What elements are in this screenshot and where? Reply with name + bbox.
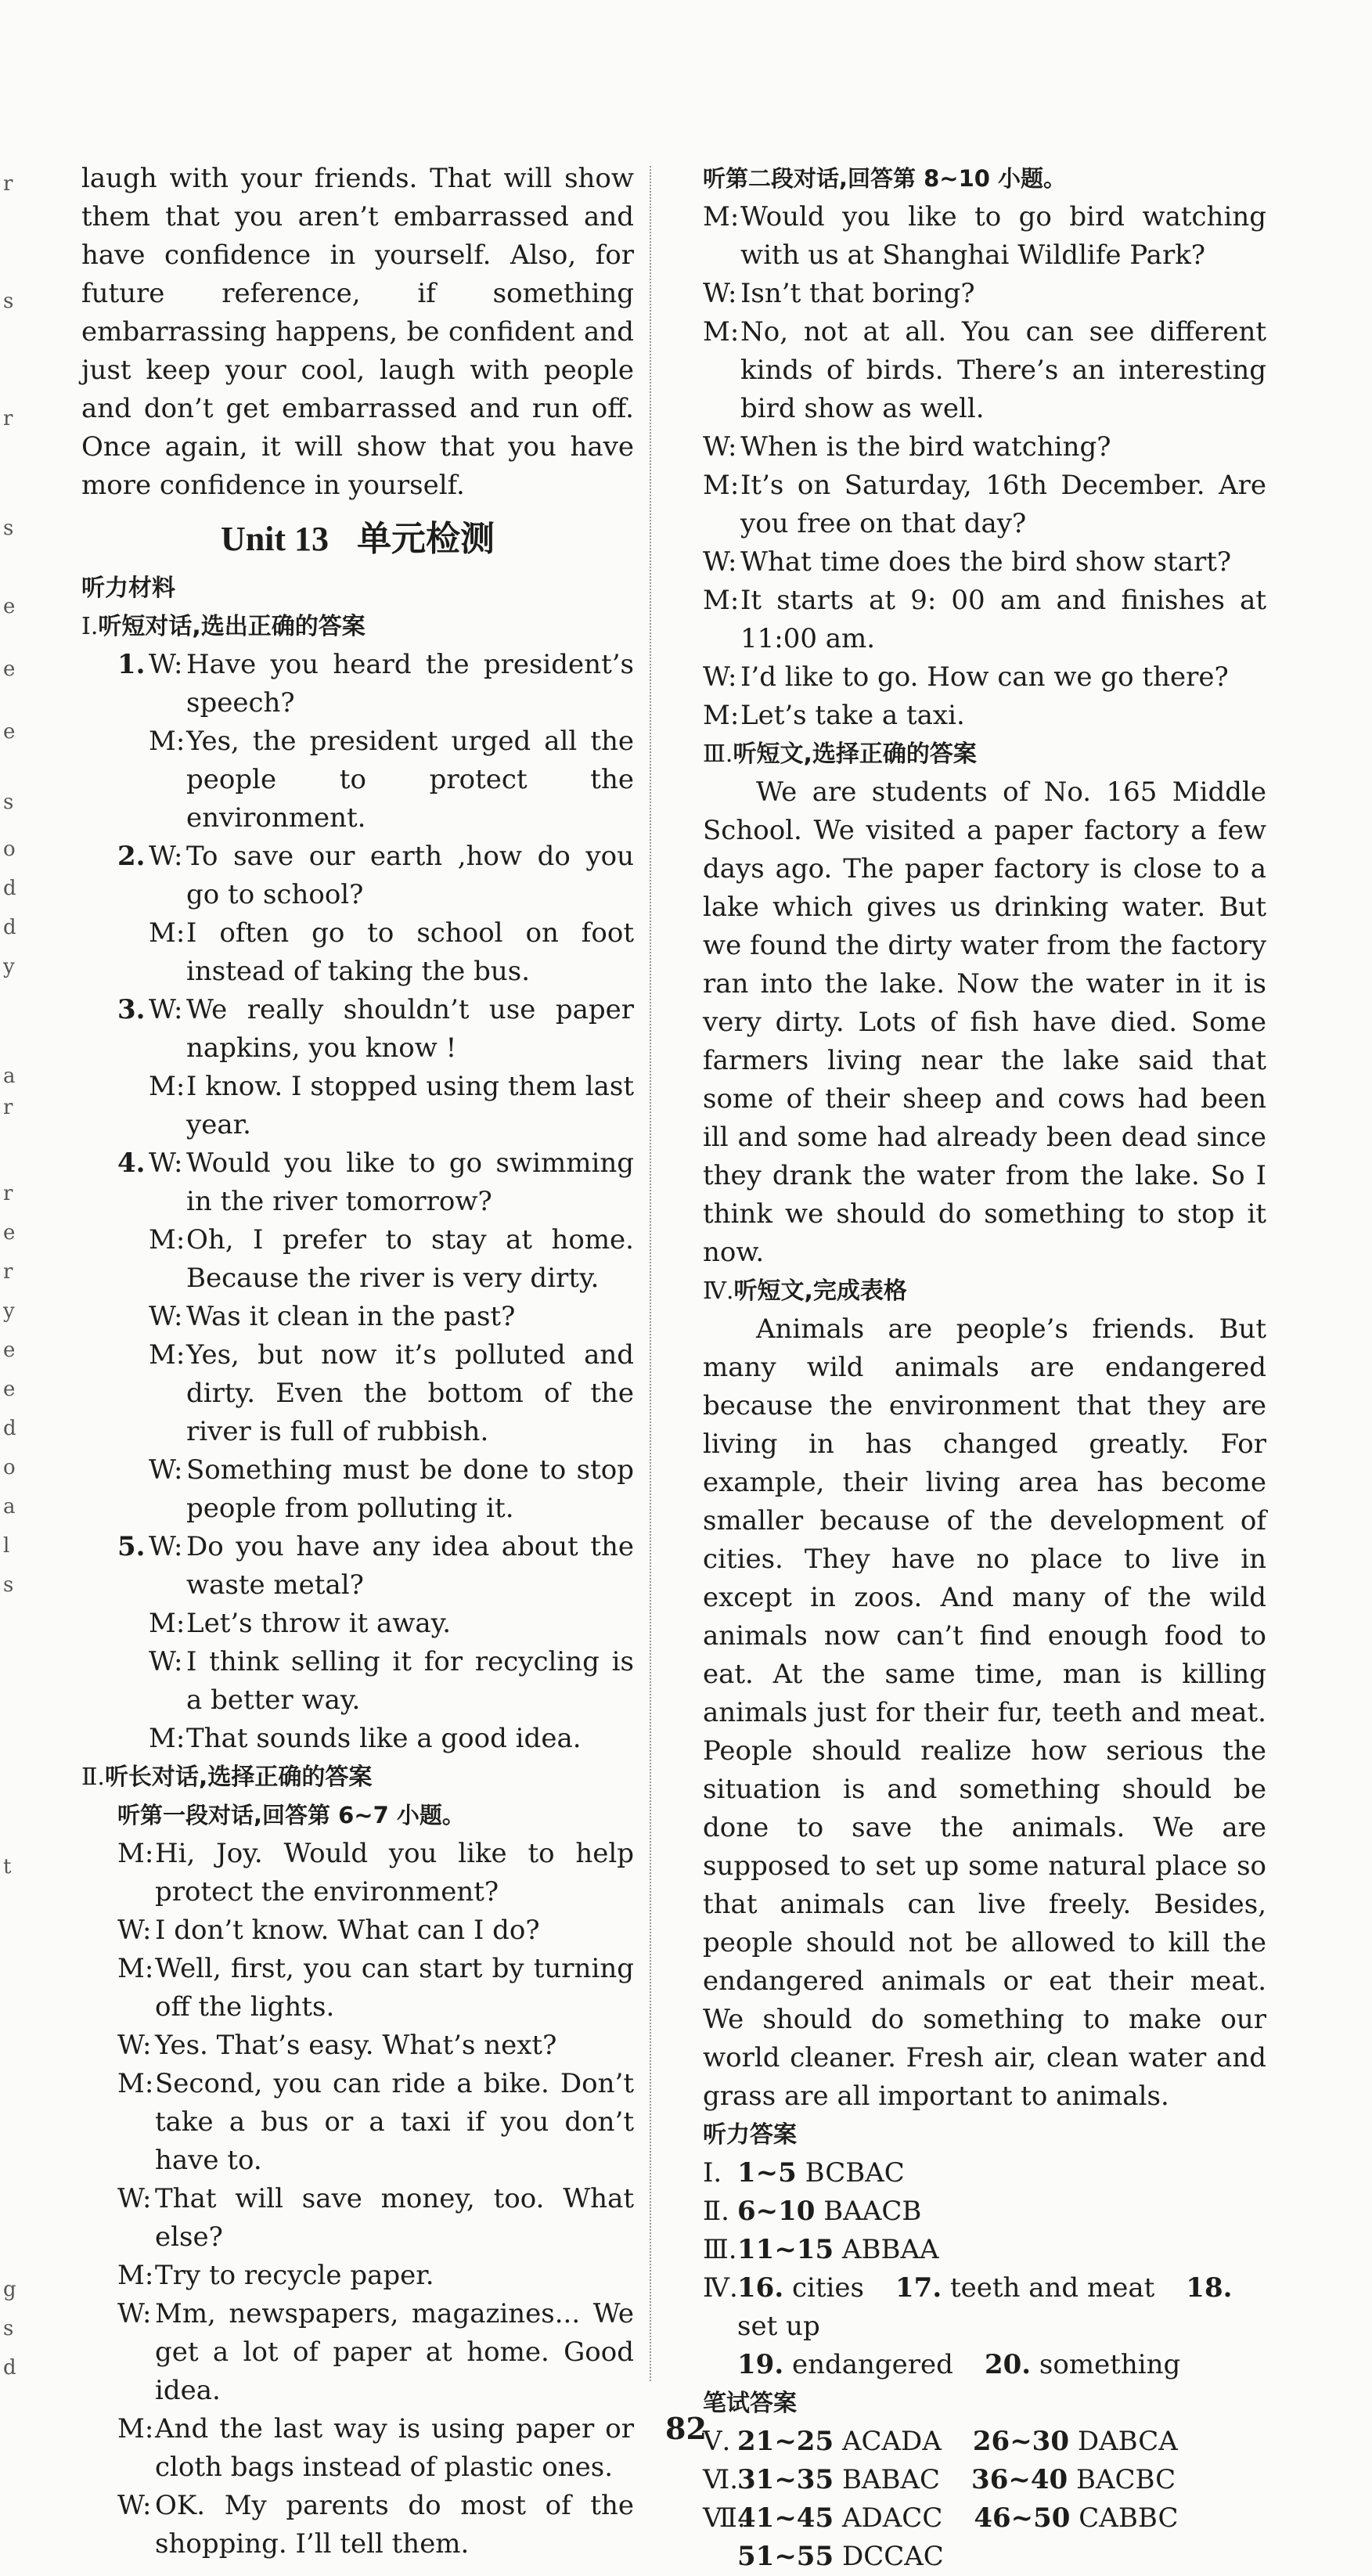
edge-char: d: [3, 916, 16, 939]
dialog-text: To save our earth ,how do you go to school?: [186, 841, 634, 910]
speaker: M:: [149, 1224, 185, 1256]
edge-char: e: [3, 595, 16, 618]
answer-range: 31~35: [737, 2464, 834, 2495]
intro-paragraph: laugh with your friends. That will show them that you aren’t embarrassed and have confidence in yourself. Also, for future reference, if something embarrassing happens, be confident and just keep your cool, laugh with people and don’t get embarrassed and run off. Once again, it will show that you have more confidence in yourself.: [81, 163, 634, 501]
edge-char: r: [3, 407, 13, 431]
edge-char: y: [3, 1299, 15, 1323]
section-num: Ⅴ.: [703, 2426, 731, 2457]
section-title: 听短对话,选出正确的答案: [98, 613, 366, 640]
dialog-line: [149, 1643, 634, 1720]
dialog-text: I don’t know. What can I do?: [155, 1915, 540, 1946]
dialog-text: We really shouldn’t use paper napkins, you know !: [186, 994, 634, 1064]
dialog-line: [117, 2487, 634, 2563]
speaker: W:: [149, 1454, 183, 1486]
edge-char: r: [3, 1182, 13, 1205]
question-number: 2.: [117, 841, 146, 872]
edge-char: a: [3, 1065, 16, 1088]
edge-char: s: [3, 1573, 14, 1597]
speaker: M:: [149, 1608, 185, 1639]
section-num: Ⅳ.: [703, 1277, 734, 1305]
dialog-text: Have you heard the president’s speech?: [186, 649, 634, 719]
question-number: 5.: [117, 1531, 146, 1562]
answer-number: 16.: [737, 2272, 784, 2304]
dialog-text: Oh, I prefer to stay at home. Because the river is very dirty.: [186, 1224, 634, 1294]
answer-range: 51~55: [737, 2541, 834, 2572]
answer-value: BACBC: [1075, 2464, 1176, 2495]
dialog-line: [149, 1336, 634, 1451]
listening-answers-heading: 听力答案: [703, 2121, 797, 2149]
edge-char: t: [3, 1855, 12, 1879]
dialog-text: Something must be done to stop people from polluting it.: [186, 1454, 634, 1524]
dialog-text: Would you like to go bird watching with us at Shanghai Wildlife Park?: [740, 201, 1266, 271]
dialog-text: Let’s take a taxi.: [740, 700, 965, 731]
page-number: 82: [665, 2411, 707, 2446]
speaker: M:: [117, 2413, 154, 2444]
speaker: W:: [117, 1915, 152, 1946]
section-num: Ⅱ.: [703, 2196, 729, 2227]
speaker: M:: [703, 700, 740, 731]
written-answers-heading: 笔试答案: [703, 2390, 797, 2417]
dialog-line: [117, 2295, 634, 2410]
dialog-1: [81, 1835, 634, 2563]
section-num: Ⅰ.: [703, 2157, 722, 2189]
dialog-text: I think selling it for recycling is a better way.: [186, 1646, 634, 1716]
answer-row: [703, 2499, 1266, 2538]
dialog-text: It’s on Saturday, 16th December. Are you free on that day?: [740, 470, 1266, 539]
question-5: [81, 1528, 634, 1758]
answer-row: [703, 2346, 1266, 2384]
dialog-line: [149, 838, 634, 914]
speaker: W:: [703, 546, 737, 578]
edge-char: e: [3, 1338, 16, 1362]
answer-row: [703, 2154, 1266, 2192]
dialog-text: Hi, Joy. Would you like to help protect the environment?: [155, 1838, 634, 1908]
question-4: [81, 1144, 634, 1528]
dialog-text: Do you have any idea about the waste metal?: [186, 1531, 634, 1601]
dialog-line: [703, 313, 1266, 428]
dialog-line: [703, 658, 1266, 697]
left-edge-fragments: [3, 172, 20, 2387]
edge-char: s: [3, 517, 14, 540]
section-num: Ⅲ.: [703, 2234, 737, 2265]
dialog-line: [149, 1528, 634, 1605]
dialog-line: [117, 2257, 634, 2295]
dialog-line: [149, 991, 634, 1068]
answer-row: [703, 2538, 1266, 2576]
speaker: M:: [703, 316, 740, 348]
dialog-line: [117, 2065, 634, 2180]
edge-char: o: [3, 1456, 16, 1479]
edge-char: e: [3, 720, 16, 744]
speaker: M:: [703, 201, 740, 232]
speaker: W:: [149, 994, 183, 1025]
dialog-line: [703, 428, 1266, 467]
speaker: M:: [149, 917, 185, 949]
speaker: W:: [149, 1147, 183, 1179]
dialog-text: OK. My parents do most of the shopping. I’ll tell them.: [155, 2490, 634, 2560]
question-1: [81, 646, 634, 838]
edge-char: e: [3, 1221, 16, 1245]
dialog-line: [149, 1451, 634, 1528]
unit-label: Unit 13: [220, 520, 329, 558]
question-3: [81, 991, 634, 1144]
dialog-text: Yes, but now it’s polluted and dirty. Even the bottom of the river is full of rubbish.: [186, 1339, 634, 1447]
speaker: W:: [117, 2183, 152, 2214]
answer-range: 1~5: [737, 2157, 797, 2189]
dialog-1-heading: 听第一段对话,回答第 6~7 小题。: [117, 1802, 465, 1828]
edge-char: s: [3, 290, 14, 313]
listening-material-heading: 听力材料: [81, 575, 175, 602]
dialog-text: Well, first, you can start by turning off the lights.: [155, 1953, 634, 2023]
unit-title: 单元检测: [357, 519, 495, 559]
edge-char: r: [3, 1096, 13, 1119]
answer-number: 17.: [895, 2272, 942, 2304]
answer-range: 46~50: [974, 2502, 1071, 2534]
right-column: [703, 160, 1266, 2576]
section-4-heading: [703, 1272, 1266, 1310]
edge-char: o: [3, 838, 16, 861]
dialog-text: When is the bird watching?: [740, 431, 1111, 463]
dialog-text: Isn’t that boring?: [740, 278, 975, 309]
dialog-text: No, not at all. You can see different kinds of birds. There’s an interesting bird show as well.: [740, 316, 1266, 424]
dialog-line: [703, 582, 1266, 658]
answer-range: 21~25: [737, 2426, 834, 2457]
edge-char: y: [3, 955, 15, 978]
left-column: [81, 160, 634, 2563]
answer-range: 26~30: [972, 2426, 1069, 2457]
speaker: W:: [703, 278, 737, 309]
answer-number: 20.: [984, 2349, 1032, 2380]
dialog-line: [149, 1221, 634, 1298]
dialog-line: [149, 646, 634, 722]
answer-value: BCBAC: [805, 2157, 905, 2189]
column-divider: [650, 166, 651, 2381]
dialog-2: [703, 198, 1266, 735]
edge-char: g: [3, 2278, 16, 2301]
speaker: M:: [149, 1339, 185, 1371]
edge-char: e: [3, 1378, 16, 1401]
dialog-text: I’d like to go. How can we go there?: [740, 661, 1229, 693]
dialog-line: [703, 198, 1266, 275]
dialog-text: I often go to school on foot instead of taking the bus.: [186, 917, 634, 987]
answer-range: 6~10: [737, 2196, 816, 2227]
dialog-line: [149, 722, 634, 838]
edge-char: e: [3, 658, 16, 681]
unit-heading: [81, 516, 634, 563]
dialog-text: What time does the bird show start?: [740, 546, 1232, 578]
answer-number: 19.: [737, 2349, 784, 2380]
dialog-line: [117, 2180, 634, 2257]
answer-value: BAACB: [823, 2196, 922, 2227]
edge-char: s: [3, 791, 14, 814]
dialog-text: Yes. That’s easy. What’s next?: [155, 2030, 557, 2061]
section-num: Ⅰ.: [81, 613, 99, 640]
dialog-line: [117, 1950, 634, 2027]
speaker: M:: [149, 1071, 185, 1102]
speaker: M:: [117, 2068, 154, 2099]
section-3-heading: [703, 735, 1266, 773]
dialog-line: [149, 1605, 634, 1643]
speaker: M:: [703, 470, 740, 501]
speaker: M:: [149, 1723, 185, 1754]
question-number: 1.: [117, 649, 146, 680]
section-2-heading: [81, 1758, 634, 1796]
edge-char: d: [3, 2356, 16, 2380]
dialog-text: Was it clean in the past?: [186, 1301, 516, 1332]
speaker: W:: [149, 1646, 183, 1677]
section-title: 听短文,选择正确的答案: [733, 740, 977, 768]
speaker: W:: [117, 2298, 152, 2329]
answer-value: set up: [737, 2311, 820, 2342]
answer-value: BABAC: [841, 2464, 941, 2495]
dialog-text: Yes, the president urged all the people to protect the environment.: [186, 726, 634, 834]
answer-value: DCCAC: [841, 2541, 944, 2572]
answer-value: ACADA: [841, 2426, 942, 2457]
section-title: 听短文,完成表格: [733, 1277, 907, 1305]
section-num: Ⅳ.: [703, 2272, 738, 2304]
section-num: Ⅲ.: [703, 740, 733, 768]
speaker: W:: [149, 1301, 183, 1332]
answer-number: 18.: [1186, 2272, 1233, 2304]
answer-value: DABCA: [1077, 2426, 1178, 2457]
dialog-text: That will save money, too. What else?: [155, 2183, 634, 2253]
passage-3: We are students of No. 165 Middle School. We visited a paper factory a few days ago. The paper factory is close to a lake which gives us drinking water. But we found the dirty water from the factory ran into the lake. Now the water in it is very dirty. Lots of fish have died. Some farmers living near the lake said that some of their sheep and cows had been ill and some had already been dead since they drank the water from the lake. So I think we should do something to stop it now.: [703, 776, 1266, 1268]
dialog-text: Mm, newspapers, magazines... We get a lot of paper at home. Good idea.: [155, 2298, 634, 2406]
speaker: W:: [117, 2490, 152, 2521]
dialog-text: It starts at 9: 00 am and finishes at 11:00 am.: [740, 585, 1266, 654]
dialog-line: [703, 467, 1266, 543]
answer-value: something: [1039, 2349, 1181, 2380]
answer-value: CABBC: [1079, 2502, 1179, 2534]
section-num: Ⅱ.: [81, 1764, 105, 1791]
edge-char: r: [3, 1260, 13, 1284]
speaker: W:: [149, 841, 183, 872]
answer-range: 36~40: [971, 2464, 1068, 2495]
speaker: M:: [149, 726, 185, 757]
dialog-line: [149, 1720, 634, 1758]
answer-row: [703, 2192, 1266, 2231]
dialog-text: I know. I stopped using them last year.: [186, 1071, 634, 1140]
answer-value: cities: [791, 2272, 864, 2304]
dialog-line: [703, 697, 1266, 735]
speaker: W:: [703, 431, 737, 463]
dialog-text: That sounds like a good idea.: [186, 1723, 582, 1754]
dialog-line: [117, 1835, 634, 1911]
edge-char: s: [3, 2317, 14, 2340]
edge-char: l: [3, 1534, 10, 1558]
dialog-text: And the last way is using paper or cloth bags instead of plastic ones.: [155, 2413, 634, 2483]
edge-char: d: [3, 877, 16, 900]
speaker: M:: [117, 2260, 154, 2291]
passage-4: Animals are people’s friends. But many wild animals are endangered because the environment that they are living in has changed greatly. For example, their living area has become smaller because of the development of cities. They have no place to live in except in zoos. And many of the wild animals now can’t find enough food to eat. At the same time, man is killing animals just for their fur, teeth and meat. People should realize how serious the situation is and something should be done to save the animals. We are supposed to set up some natural place so that animals can live freely. Besides, people should not be allowed to kill the endangered animals or eat their meat. We should do something to make our world cleaner. Fresh air, clean water and grass are all important to animals.: [703, 1313, 1266, 2112]
dialog-text: Let’s throw it away.: [186, 1608, 452, 1639]
dialog-line: [149, 914, 634, 991]
speaker: M:: [117, 1838, 154, 1869]
edge-char: r: [3, 172, 13, 196]
answer-value: ADACC: [841, 2502, 943, 2534]
dialog-line: [117, 2027, 634, 2065]
speaker: W:: [149, 1531, 183, 1562]
answer-range: 41~45: [737, 2502, 834, 2534]
answer-value: teeth and meat: [949, 2272, 1155, 2304]
dialog-line: [149, 1298, 634, 1336]
speaker: W:: [149, 649, 183, 680]
dialog-line: [703, 543, 1266, 582]
dialog-text: Try to recycle paper.: [155, 2260, 434, 2291]
speaker: W:: [117, 2030, 152, 2061]
section-num: Ⅵ.: [703, 2464, 739, 2495]
dialog-line: [703, 275, 1266, 313]
dialog-text: Second, you can ride a bike. Don’t take a bus or a taxi if you don’t have to.: [155, 2068, 634, 2176]
answer-value: endangered: [791, 2349, 953, 2380]
section-title: 听长对话,选择正确的答案: [104, 1764, 373, 1791]
section-num: Ⅶ.: [703, 2502, 746, 2534]
dialog-2-heading: 听第二段对话,回答第 8~10 小题。: [703, 165, 1067, 192]
dialog-line: [149, 1144, 634, 1221]
speaker: M:: [117, 1953, 154, 1984]
question-number: 3.: [117, 994, 146, 1025]
edge-char: a: [3, 1495, 16, 1519]
answer-row: [703, 2231, 1266, 2269]
answer-range: 11~15: [737, 2234, 834, 2265]
question-2: [81, 838, 634, 991]
speaker: W:: [703, 661, 737, 693]
dialog-line: [117, 1911, 634, 1950]
question-number: 4.: [117, 1147, 146, 1179]
answer-value: ABBAA: [841, 2234, 939, 2265]
section-1-heading: [81, 607, 634, 646]
dialog-line: [149, 1068, 634, 1144]
speaker: M:: [703, 585, 740, 616]
edge-char: d: [3, 1417, 16, 1440]
dialog-text: Would you like to go swimming in the river tomorrow?: [186, 1147, 634, 1217]
answer-row: [703, 2269, 1266, 2346]
